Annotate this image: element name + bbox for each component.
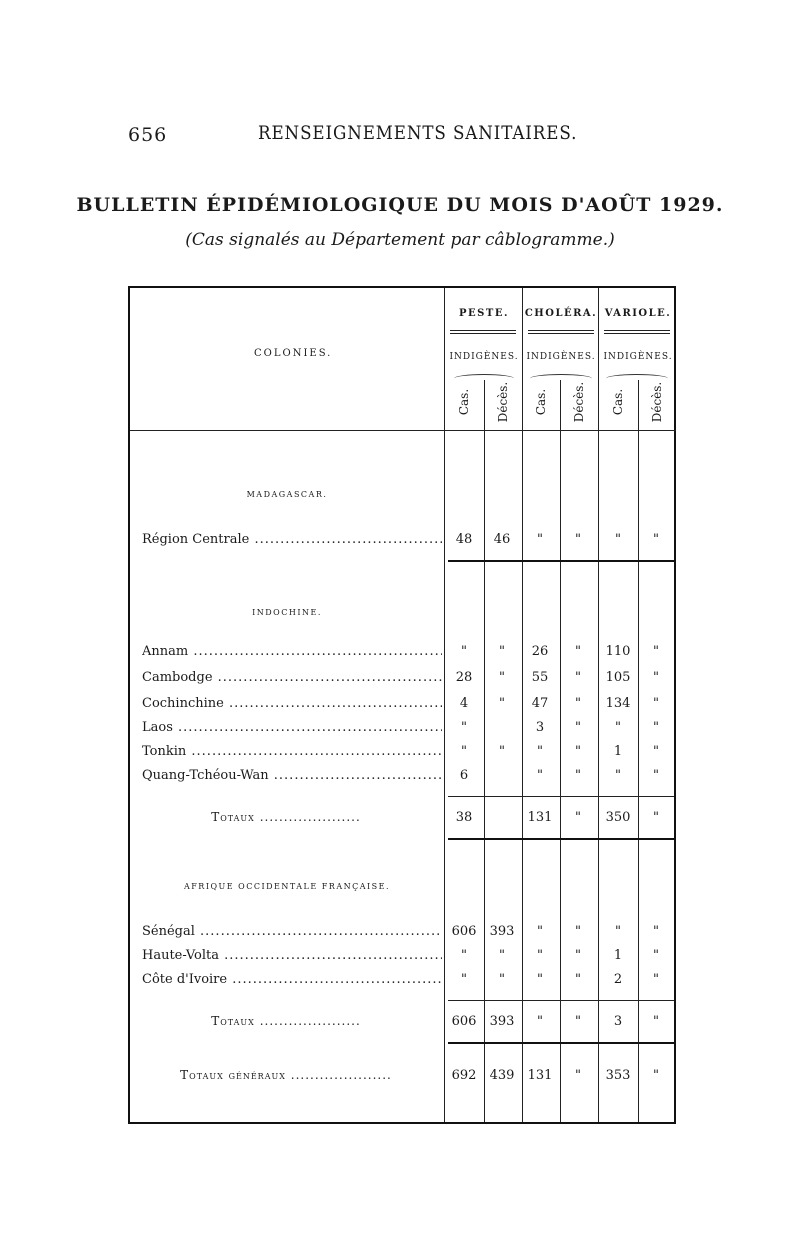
cell: " [537,948,543,963]
section-aof: AFRIQUE OCCIDENTALE FRANÇAISE. [183,882,391,891]
cell: 47 [531,696,549,711]
group-variole: VARIOLE. [604,308,672,319]
cell: 28 [455,670,473,685]
cell: " [575,644,581,659]
table-row [130,718,676,740]
cell: 105 [605,670,631,685]
table-row [130,642,676,664]
row-label: Quang-Tchéou-Wan ..... [142,768,442,783]
row-label: Haute-Volta ..... [142,948,442,963]
cell: " [575,696,581,711]
row-label: Laos ..... [142,720,442,735]
col-peste-deces: Décès. [496,381,510,423]
cell: 110 [605,644,631,659]
cell: " [575,1014,581,1029]
col-variole-deces: Décès. [650,381,664,423]
cell: " [653,696,659,711]
cell: " [615,532,621,547]
subtotal-rule [448,838,674,840]
cell: 131 [527,810,553,825]
cell: " [653,670,659,685]
cell: " [537,768,543,783]
header-rule [130,430,676,431]
total-label: Totaux ..... [130,810,442,824]
group-cholera: CHOLÉRA. [524,308,598,319]
cell: " [537,532,543,547]
cell: " [653,644,659,659]
cell: " [499,696,505,711]
col-cholera-cas: Cas. [534,388,548,416]
cell: 1 [613,744,623,759]
cell: " [537,924,543,939]
cell: 353 [605,1068,631,1083]
bulletin-subtitle: (Cas signalés au Département par câblogramme.) [185,230,615,250]
section-indochine: INDOCHINE. [252,608,322,617]
cell: " [499,948,505,963]
grand-total-row [130,1066,676,1088]
col-peste-cas: Cas. [457,388,471,416]
cell: " [461,644,467,659]
row-label: Cochinchine ..... [142,696,442,711]
cell: " [537,972,543,987]
row-label: Annam ..... [142,644,442,659]
total-rule [448,796,674,797]
cell: 350 [605,810,631,825]
cell: 4 [459,696,469,711]
total-row [130,808,676,830]
cell: " [499,670,505,685]
table-row [130,668,676,690]
cell: " [499,644,505,659]
table-row [130,970,676,992]
cell: " [461,744,467,759]
cell: 606 [451,1014,477,1029]
cell: " [653,768,659,783]
cell: 134 [605,696,631,711]
colonies-header: COLONIES. [254,348,333,359]
section-madagascar: MADAGASCAR. [246,490,328,499]
cell: 3 [535,720,545,735]
cell: 55 [531,670,549,685]
cell: " [653,972,659,987]
total-row [130,1012,676,1034]
table-row [130,946,676,968]
table-row [130,530,676,552]
cell: " [575,670,581,685]
cell: 131 [527,1068,553,1083]
cell: " [653,1068,659,1083]
table-row [130,922,676,944]
cell: " [653,948,659,963]
cell: " [575,720,581,735]
cell: " [537,744,543,759]
cell: " [575,924,581,939]
cell: " [653,720,659,735]
cell: 6 [459,768,469,783]
row-label: Région Centrale ..... [142,532,442,547]
row-label: Cambodge ..... [142,670,442,685]
col-variole-cas: Cas. [611,388,625,416]
cell: " [461,948,467,963]
cell: " [615,720,621,735]
cell: " [575,768,581,783]
cell: " [575,532,581,547]
cell: " [575,744,581,759]
cell: " [575,1068,581,1083]
cell: 606 [451,924,477,939]
running-head: RENSEIGNEMENTS SANITAIRES. [258,122,578,144]
row-label: Tonkin ..... [142,744,442,759]
cell: 1 [613,948,623,963]
cell: 393 [489,924,515,939]
cell: " [653,532,659,547]
cell: 48 [455,532,473,547]
bulletin-title: BULLETIN ÉPIDÉMIOLOGIQUE DU MOIS D'AOÛT 1929. [76,194,724,216]
cell: " [499,744,505,759]
sub-variole: INDIGÈNES. [603,352,673,362]
col-cholera-deces: Décès. [572,381,586,423]
table-row [130,742,676,764]
cell: " [575,972,581,987]
cell: " [537,1014,543,1029]
cell: " [653,810,659,825]
cell: " [653,1014,659,1029]
sub-peste: INDIGÈNES. [449,352,519,362]
cell: " [575,810,581,825]
cell: 439 [489,1068,515,1083]
total-label: Totaux ..... [130,1014,442,1028]
table-row [130,766,676,788]
cell: 26 [531,644,549,659]
group-peste: PESTE. [459,308,509,319]
cell: " [615,924,621,939]
row-label: Sénégal ..... [142,924,442,939]
subtotal-rule [448,560,674,562]
cell: " [615,768,621,783]
cell: 393 [489,1014,515,1029]
cell: 46 [493,532,511,547]
sub-cholera: INDIGÈNES. [526,352,596,362]
page-number: 656 [128,124,168,146]
subtotal-rule [448,1042,674,1044]
cell: " [653,744,659,759]
cell: " [653,924,659,939]
cell: " [461,720,467,735]
total-rule [448,1000,674,1001]
cell: " [575,948,581,963]
row-label: Côte d'Ivoire ..... [142,972,442,987]
cell: 38 [455,810,473,825]
cell: " [499,972,505,987]
cell: " [461,972,467,987]
cell: 2 [613,972,623,987]
grand-total-label: Totaux généraux ..... [130,1068,442,1082]
cell: 692 [451,1068,477,1083]
table-row [130,694,676,716]
cell: 3 [613,1014,623,1029]
